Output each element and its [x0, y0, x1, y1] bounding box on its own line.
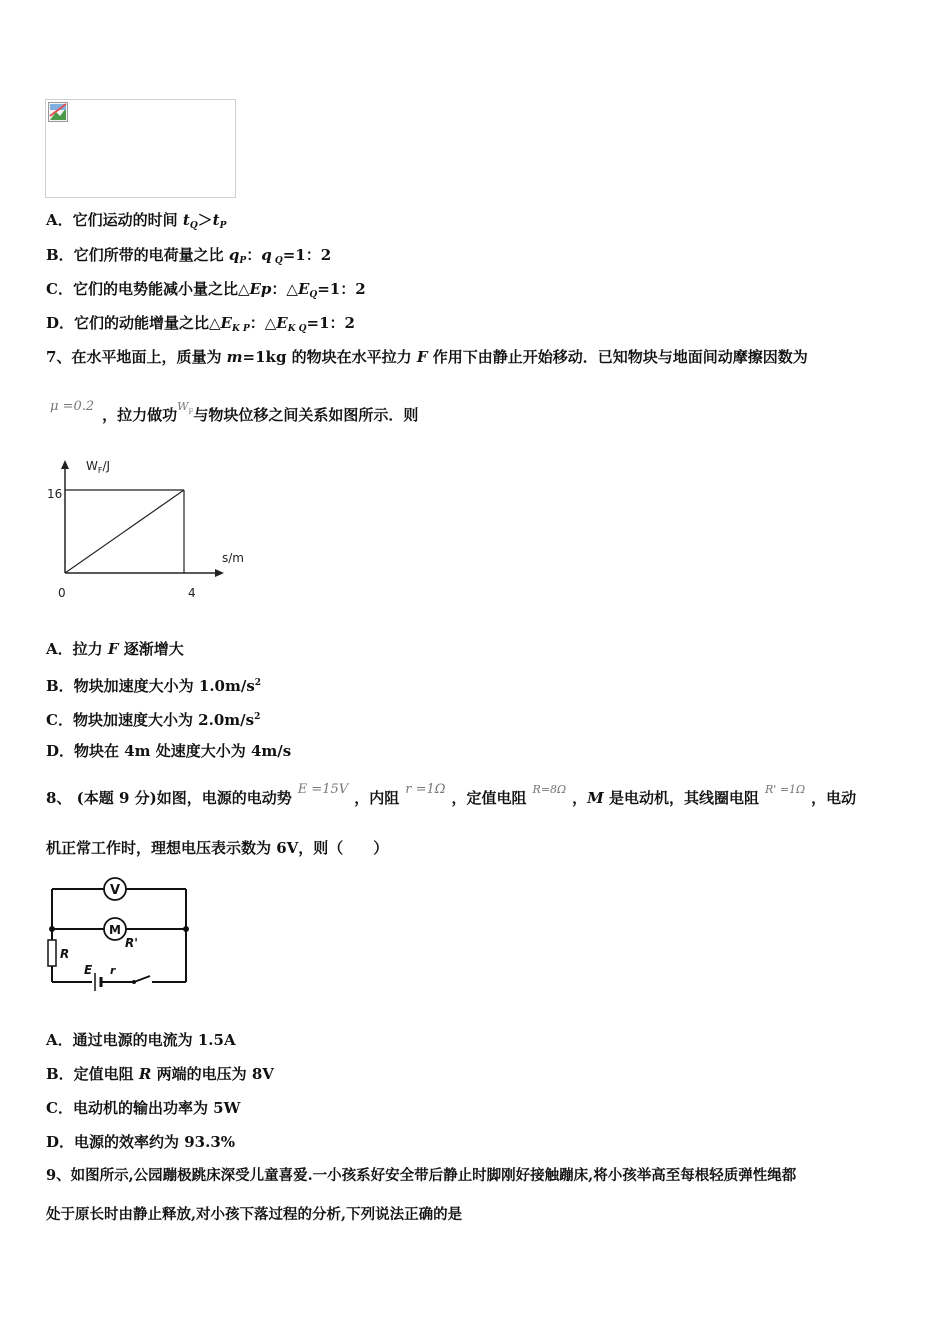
t-p-symbol: t: [212, 211, 220, 229]
x-axis-label: s/m: [222, 551, 244, 565]
broken-image-placeholder: [45, 99, 236, 198]
internal-resistance-formula: r =1Ω: [405, 782, 446, 797]
coil-resistance-formula: R' =1Ω: [765, 783, 806, 796]
q7-stem-part3: 作用下由静止开始移动．已知物块与地面间动摩擦因数为: [427, 348, 808, 366]
q7-stem-part5: 与物块位移之间关系如图所示．则: [193, 406, 419, 424]
wf-formula: W: [177, 400, 189, 413]
t-p-subscript: P: [219, 221, 227, 231]
q9-stem-line2-text: 处于原长时由静止释放,对小孩下落过程的分析,下列说法正确的是: [46, 1206, 463, 1223]
q8-option-b-tail: 两端的电压为 8V: [151, 1065, 274, 1083]
q7-option-c: [46, 707, 260, 730]
switch-pivot: [132, 980, 136, 984]
q6-option-d-tail: =1：2: [306, 314, 355, 332]
q-q-subscript: Q: [271, 256, 283, 266]
q7-stem-part1: 7、在水平地面上，质量为: [46, 348, 227, 366]
origin-label: 0: [58, 586, 66, 600]
resistor-symbol: R: [138, 1065, 152, 1083]
broken-image-icon: [48, 102, 68, 122]
q8-stem-part3: ，定值电阻: [451, 789, 527, 807]
force-symbol: F: [107, 640, 119, 658]
q7-option-a-tail: 逐渐增大: [118, 640, 184, 658]
q-p-symbol: q: [228, 246, 240, 264]
ekq-symbol: E: [276, 314, 288, 332]
q9-stem-line2: [46, 1205, 462, 1225]
emf-formula: E =15V: [297, 782, 349, 797]
q8-stem-part4: ，: [572, 789, 588, 807]
q7-option-a-text: A．拉力: [46, 640, 108, 658]
e-q-symbol: E: [297, 280, 310, 298]
ep-symbol: Ep: [249, 280, 272, 298]
q6-option-d: [46, 313, 355, 339]
q7-option-d: [46, 741, 291, 761]
mass-symbol: m: [226, 348, 243, 366]
y-axis-label: $W_F/J$: [86, 459, 111, 475]
q6-option-c-text: C．它们的电势能减小量之比△: [46, 280, 250, 298]
x-axis-arrow-icon: [215, 569, 224, 577]
greater-than-sign: ＞: [197, 211, 213, 229]
q8-stem-line2: [46, 838, 388, 858]
q6-option-a-text: A．它们运动的时间: [46, 211, 183, 229]
q7-stem-line1: [46, 347, 808, 367]
q7-option-b: [46, 673, 261, 696]
q7-stem-part2: =1kg 的物块在水平拉力: [242, 348, 417, 366]
q7-stem-part4: ，拉力做功: [102, 406, 178, 424]
q8-circuit-diagram: [40, 872, 200, 997]
wf-data-line: [65, 490, 184, 573]
q8-stem-part1: 8、 (本题 9 分)如图，电源的电动势: [46, 789, 292, 807]
q6-option-c: [46, 279, 366, 305]
mu-formula: μ =0.2: [50, 399, 95, 414]
ratio-sign: ：△: [271, 280, 298, 298]
q8-option-b-text: B．定值电阻: [46, 1065, 139, 1083]
ekp-symbol: E: [220, 314, 232, 332]
q-p-subscript: P: [239, 256, 247, 266]
q-q-symbol: q: [261, 246, 272, 264]
q6-option-a: [46, 210, 226, 236]
squared-superscript: 2: [254, 678, 262, 688]
q8-option-d: [46, 1132, 235, 1152]
q7-option-d-text: D．物块在 4m 处速度大小为 4m/s: [46, 742, 292, 760]
q8-option-c: [46, 1098, 240, 1118]
q8-option-c-text: C．电动机的输出功率为 5W: [46, 1099, 241, 1117]
q8-stem-part2: ，内阻: [354, 789, 400, 807]
y-axis-arrow-icon: [61, 460, 69, 469]
motor-label: M: [109, 923, 121, 937]
q8-stem-line1: [46, 782, 857, 810]
y-tick-16: 16: [47, 487, 63, 501]
q7-work-displacement-graph: [40, 455, 260, 605]
wf-formula-subscript: F: [188, 408, 194, 416]
q7-option-c-text: C．物块加速度大小为 2.0m/s: [46, 711, 255, 729]
q8-option-a: [46, 1030, 236, 1050]
t-q-symbol: t: [182, 211, 190, 229]
resistor-label: R: [60, 947, 70, 961]
internal-resistance-label: r: [110, 964, 116, 977]
q6-option-b: [46, 245, 331, 271]
q8-stem-part5: 是电动机，其线圈电阻: [603, 789, 760, 807]
q7-stem-line2: [50, 399, 419, 428]
voltmeter-label: V: [109, 883, 121, 898]
q8-option-d-text: D．电源的效率约为 93.3%: [46, 1133, 236, 1151]
q6-option-c-tail: =1：2: [317, 280, 366, 298]
ekq-subscript: K Q: [287, 324, 307, 334]
q7-option-a: [46, 639, 184, 659]
q6-option-d-text: D．它们的动能增量之比△: [46, 314, 221, 332]
q8-stem-line2-text: 机正常工作时，理想电压表示数为 6V，则（ ）: [46, 839, 389, 857]
q8-option-b: [46, 1064, 274, 1084]
motor-resistance-label: R': [125, 936, 138, 950]
ekp-subscript: K P: [231, 324, 250, 334]
q6-option-b-text: B．它们所带的电荷量之比: [46, 246, 229, 264]
e-q-subscript: Q: [309, 290, 318, 300]
ratio-sign: ：△: [249, 314, 277, 332]
q8-option-a-text: A．通过电源的电流为 1.5A: [46, 1031, 236, 1049]
resistor-formula: R=8Ω: [532, 783, 567, 796]
q8-stem-part6: ，电动: [811, 789, 857, 807]
ratio-sign: ：: [246, 246, 262, 264]
t-q-subscript: Q: [189, 221, 198, 231]
q6-option-b-tail: =1：2: [282, 246, 332, 264]
force-symbol: F: [416, 348, 428, 366]
squared-superscript: 2: [254, 712, 261, 722]
q7-option-b-text: B．物块加速度大小为 1.0m/s: [46, 677, 255, 695]
emf-label: E: [84, 963, 93, 977]
motor-symbol: M: [587, 789, 604, 807]
q9-stem-line1-text: 9、如图所示,公园蹦极跳床深受儿童喜爱.一小孩系好安全带后静止时脚刚好接触蹦床,将小孩举高至每根轻质弹性绳都: [46, 1167, 797, 1184]
x-tick-4: 4: [188, 586, 196, 600]
q9-stem-line1: [46, 1166, 796, 1186]
